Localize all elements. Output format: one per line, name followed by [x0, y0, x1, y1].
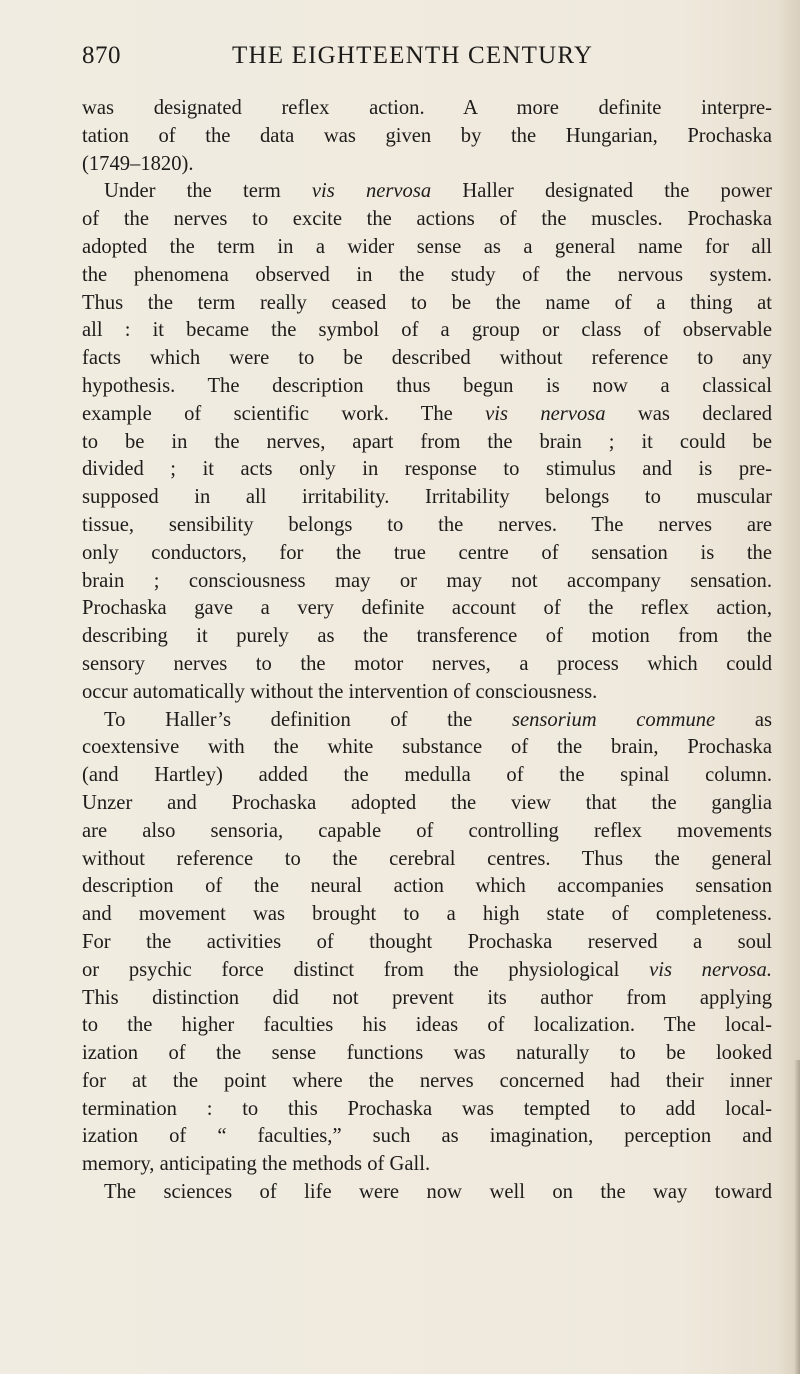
text-line	[82, 234, 772, 262]
text-line	[82, 512, 772, 540]
text-line	[82, 401, 772, 429]
text-line	[82, 623, 772, 651]
text-segment: ization of the sense functions was naturally to be looked	[82, 1042, 772, 1065]
text-segment: brain ; consciousness may or may not accompany sensation.	[82, 569, 772, 592]
text-line	[82, 651, 772, 679]
text-line	[82, 1068, 772, 1096]
text-line	[82, 345, 772, 373]
page-header	[82, 42, 710, 82]
text-line	[82, 456, 772, 484]
text-segment: termination : to this Prochaska was tempted to add local-	[82, 1097, 772, 1120]
text-line	[82, 1096, 772, 1124]
text-line	[82, 929, 772, 957]
text-segment: occur automatically without the intervention of consciousness.	[82, 680, 598, 703]
text-segment: to the higher faculties his ideas of localization. The local-	[82, 1014, 772, 1037]
text-segment: To Haller’s definition of the	[104, 708, 512, 731]
text-line	[82, 1012, 772, 1040]
text-segment: Haller designated the power	[431, 180, 772, 203]
page-edge-shadow	[794, 1060, 800, 1374]
text-segment: sensory nerves to the motor nerves, a process which could	[82, 652, 772, 675]
text-segment: are also sensoria, capable of controlling reflex movements	[82, 819, 772, 842]
text-line	[82, 1040, 772, 1068]
text-line	[82, 790, 772, 818]
page-number: 870	[82, 42, 121, 69]
italic-term: vis nervosa.	[649, 958, 772, 981]
text-segment: (and Hartley) added the medulla of the spinal column.	[82, 764, 772, 787]
text-segment: to be in the nerves, apart from the brain ; it could be	[82, 430, 772, 453]
text-line	[82, 1151, 772, 1179]
text-line	[82, 123, 772, 151]
text-line	[82, 95, 772, 123]
text-segment: the phenomena observed in the study of the nervous system.	[82, 263, 772, 286]
text-segment: describing it purely as the transference of motion from the	[82, 625, 772, 648]
text-segment: without reference to the cerebral centres. Thus the general	[82, 847, 772, 870]
text-line	[82, 957, 772, 985]
text-line	[82, 985, 772, 1013]
text-segment: The sciences of life were now well on the way toward	[104, 1181, 772, 1204]
italic-term: vis nervosa	[311, 180, 432, 203]
italic-term: vis nervosa	[485, 402, 606, 425]
text-line	[82, 317, 772, 345]
text-segment: was declared	[605, 402, 772, 425]
running-head: THE EIGHTEENTH CENTURY	[232, 42, 594, 69]
text-segment: supposed in all irritability. Irritability belongs to muscular	[82, 486, 772, 509]
text-segment: This distinction did not prevent its author from applying	[82, 986, 772, 1009]
text-segment: coextensive with the white substance of the brain, Prochaska	[82, 736, 772, 759]
text-segment: as	[715, 708, 772, 731]
text-segment: or psychic force distinct from the physiological	[82, 958, 650, 981]
text-line	[82, 429, 772, 457]
text-line	[82, 762, 772, 790]
text-line	[82, 707, 772, 735]
text-segment: and movement was brought to a high state of completeness.	[82, 903, 772, 926]
text-line	[82, 734, 772, 762]
text-segment: only conductors, for the true centre of sensation is the	[82, 541, 772, 564]
text-segment: For the activities of thought Prochaska reserved a soul	[82, 930, 772, 953]
text-line	[82, 901, 772, 929]
text-line	[82, 262, 772, 290]
text-segment: was designated reflex action. A more definite interpre-	[82, 97, 772, 119]
text-segment: for at the point where the nerves concerned had their inner	[82, 1069, 772, 1092]
italic-term: sensorium commune	[511, 708, 716, 731]
text-line	[82, 1123, 772, 1151]
text-line	[82, 846, 772, 874]
text-line	[82, 1179, 772, 1207]
text-segment: of the nerves to excite the actions of the muscles. Prochaska	[82, 208, 772, 231]
text-segment: Thus the term really ceased to be the name of a thing at	[82, 291, 772, 314]
text-line	[82, 595, 772, 623]
text-segment: ization of “ faculties,” such as imagination, perception and	[82, 1125, 772, 1148]
text-segment: description of the neural action which accompanies sensation	[82, 875, 772, 898]
text-segment: adopted the term in a wider sense as a general name for all	[82, 235, 772, 258]
text-segment: example of scientific work. The	[82, 402, 486, 425]
text-line	[82, 679, 772, 707]
text-segment: tation of the data was given by the Hungarian, Prochaska	[82, 124, 772, 147]
text-segment: facts which were to be described without reference to any	[82, 347, 772, 370]
text-segment: hypothesis. The description thus begun is now a classical	[82, 374, 772, 397]
text-line	[82, 373, 772, 401]
text-line	[82, 290, 772, 318]
body-text	[82, 95, 772, 1207]
text-segment: divided ; it acts only in response to stimulus and is pre-	[82, 458, 772, 481]
text-line	[82, 540, 772, 568]
text-line	[82, 178, 772, 206]
text-segment: all : it became the symbol of a group or class of observable	[82, 319, 772, 342]
text-line	[82, 151, 772, 179]
text-segment: Unzer and Prochaska adopted the view that the ganglia	[82, 791, 772, 814]
text-line	[82, 568, 772, 596]
text-segment: tissue, sensibility belongs to the nerves. The nerves are	[82, 513, 772, 536]
text-segment: memory, anticipating the methods of Gall.	[82, 1153, 431, 1176]
text-line	[82, 873, 772, 901]
text-segment: Prochaska gave a very definite account of the reflex action,	[82, 597, 772, 620]
text-line	[82, 818, 772, 846]
text-segment: (1749–1820).	[82, 152, 194, 175]
text-line	[82, 206, 772, 234]
text-segment: Under the term	[104, 180, 312, 203]
text-line	[82, 484, 772, 512]
